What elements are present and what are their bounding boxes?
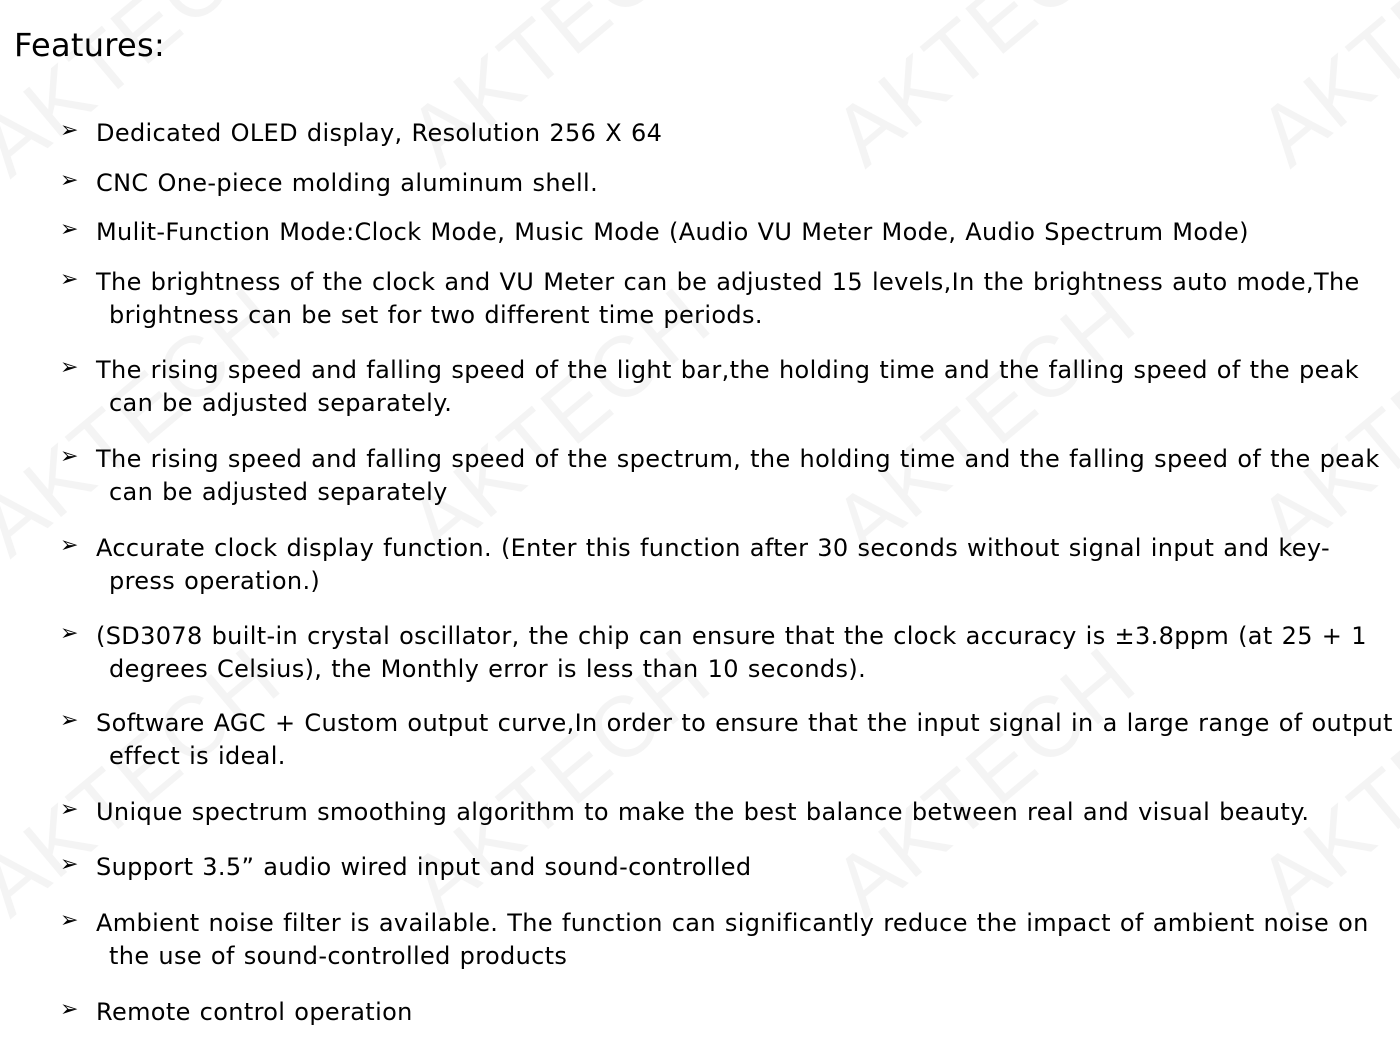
feature-text: Accurate clock display function. (Enter this function after 30 seconds without signal input and key-press operation.) (96, 534, 1331, 595)
feature-text: CNC One-piece molding aluminum shell. (96, 169, 599, 197)
list-item (60, 216, 1396, 249)
feature-text: Support 3.5” audio wired input and sound-controlled (96, 853, 752, 881)
feature-text: Dedicated OLED display, Resolution 256 X 64 (96, 119, 663, 147)
list-item (60, 707, 1396, 773)
list-item (60, 796, 1396, 829)
feature-text: Software AGC + Custom output curve,In order to ensure that the input signal in a large range of output effect is ideal. (96, 709, 1393, 770)
page-title: Features: (14, 26, 166, 64)
list-item (60, 354, 1396, 420)
list-item (60, 907, 1396, 973)
arrow-bullet-icon: ➢ (60, 533, 79, 558)
list-item (60, 117, 1396, 150)
list-item (60, 443, 1396, 509)
feature-text: Unique spectrum smoothing algorithm to make the best balance between real and visual beauty. (96, 798, 1310, 826)
watermark-text (390, 0, 730, 186)
arrow-bullet-icon: ➢ (60, 908, 79, 933)
list-item (60, 620, 1396, 686)
feature-text: Ambient noise filter is available. The function can significantly reduce the impact of ambient noise on the use of sound-controlled products (96, 909, 1369, 970)
watermark-text (1240, 0, 1400, 186)
feature-text: Mulit-Function Mode:Clock Mode, Music Mode (Audio VU Meter Mode, Audio Spectrum Mode) (96, 218, 1249, 246)
arrow-bullet-icon: ➢ (60, 444, 79, 469)
arrow-bullet-icon: ➢ (60, 267, 79, 292)
feature-text: (SD3078 built-in crystal oscillator, the chip can ensure that the clock accuracy is ±3.8ppm (at 25 + 1 degrees Celsius), the Monthly error is less than 10 seconds). (96, 622, 1367, 683)
feature-text: Remote control operation (96, 998, 413, 1026)
arrow-bullet-icon: ➢ (60, 168, 79, 193)
feature-text: The rising speed and falling speed of the light bar,the holding time and the falling speed of the peak can be adjusted separately. (96, 356, 1360, 417)
list-item (60, 996, 1396, 1029)
arrow-bullet-icon: ➢ (60, 852, 79, 877)
watermark-text (815, 0, 1155, 186)
arrow-bullet-icon: ➢ (60, 997, 79, 1022)
feature-text: The brightness of the clock and VU Meter can be adjusted 15 levels,In the brightness auto mode,The brightness can be set for two different time periods. (96, 268, 1360, 329)
feature-text: The rising speed and falling speed of the spectrum, the holding time and the falling speed of the peak can be adjusted separately (96, 445, 1380, 506)
arrow-bullet-icon: ➢ (60, 797, 79, 822)
arrow-bullet-icon: ➢ (60, 355, 79, 380)
arrow-bullet-icon: ➢ (60, 118, 79, 143)
arrow-bullet-icon: ➢ (60, 708, 79, 733)
list-item (60, 532, 1396, 598)
arrow-bullet-icon: ➢ (60, 621, 79, 646)
list-item (60, 266, 1396, 332)
list-item (60, 851, 1396, 884)
arrow-bullet-icon: ➢ (60, 217, 79, 242)
list-item (60, 167, 1396, 200)
